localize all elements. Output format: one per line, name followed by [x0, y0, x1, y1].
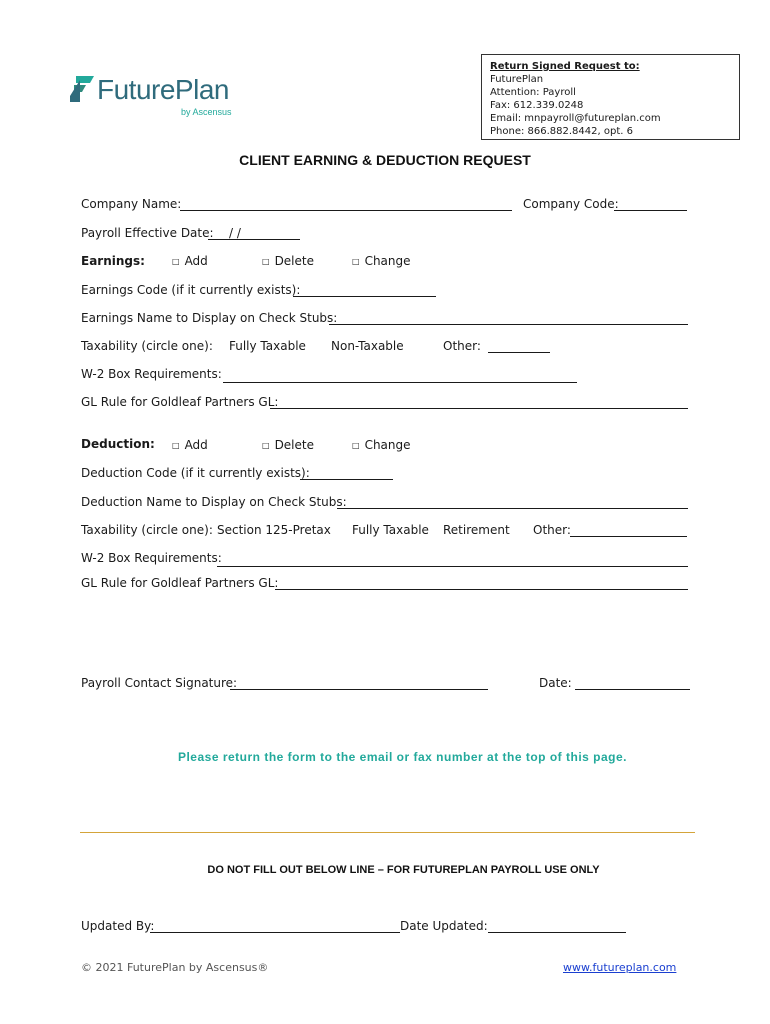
return-line: Email: mnpayroll@futureplan.com	[490, 113, 661, 124]
option-label: Change	[364, 254, 411, 268]
deduction-tax-fully-taxable[interactable]: Fully Taxable	[352, 523, 429, 537]
earnings-label: Earnings:	[81, 254, 145, 268]
option-label: Add	[184, 254, 208, 268]
deduction-code-label: Deduction Code (if it currently exists):	[81, 466, 310, 480]
deduction-w2-field[interactable]	[217, 552, 688, 567]
updated-by-field[interactable]	[150, 918, 400, 933]
form-title: CLIENT EARNING & DEDUCTION REQUEST	[239, 152, 531, 168]
deduction-w2-label: W-2 Box Requirements:	[81, 551, 222, 565]
earnings-code-label: Earnings Code (if it currently exists):	[81, 283, 301, 297]
checkbox-icon: □	[172, 441, 180, 450]
checkbox-icon: □	[262, 441, 270, 450]
return-address-box	[481, 54, 740, 140]
earnings-other-label: Other:	[443, 339, 481, 353]
earnings-change-option[interactable]	[352, 254, 411, 268]
deduction-other-label: Other:	[533, 523, 571, 537]
earnings-name-label: Earnings Name to Display on Check Stubs:	[81, 311, 338, 325]
deduction-name-field[interactable]	[337, 494, 688, 509]
effective-date-label: Payroll Effective Date:	[81, 226, 214, 240]
earnings-gl-label: GL Rule for Goldleaf Partners GL:	[81, 395, 279, 409]
earnings-code-field[interactable]	[293, 282, 436, 297]
return-notice: Please return the form to the email or fax number at the top of this page.	[177, 750, 628, 764]
futureplan-logo-icon	[70, 76, 94, 102]
signature-date-field[interactable]	[575, 675, 690, 690]
logo-subtitle: by Ascensus	[181, 107, 232, 117]
earnings-name-field[interactable]	[329, 310, 688, 325]
option-label: Add	[184, 438, 208, 452]
earnings-tax-non-taxable[interactable]: Non-Taxable	[331, 339, 404, 353]
earnings-tax-label: Taxability (circle one):	[81, 339, 213, 353]
checkbox-icon: □	[352, 441, 360, 450]
return-line: Phone: 866.882.8442, opt. 6	[490, 126, 633, 137]
deduction-add-option[interactable]	[172, 438, 208, 452]
checkbox-icon: □	[352, 257, 360, 266]
copyright: © 2021 FuturePlan by Ascensus®	[81, 961, 269, 974]
deduction-name-label: Deduction Name to Display on Check Stubs:	[81, 495, 347, 509]
deduction-tax-label: Taxability (circle one):	[81, 523, 213, 537]
earnings-other-field[interactable]	[488, 338, 550, 353]
effective-date-slashes: / /	[229, 226, 241, 240]
deduction-tax-retirement[interactable]: Retirement	[443, 523, 510, 537]
deduction-gl-field[interactable]	[275, 575, 688, 590]
signature-label: Payroll Contact Signature:	[81, 676, 238, 690]
date-updated-label: Date Updated:	[400, 919, 488, 933]
divider-line	[80, 832, 695, 833]
deduction-change-option[interactable]	[352, 438, 411, 452]
website-link[interactable]: www.futureplan.com	[563, 961, 677, 974]
admin-warning: DO NOT FILL OUT BELOW LINE – FOR FUTUREPLAN PAYROLL USE ONLY	[207, 864, 600, 876]
earnings-add-option[interactable]	[172, 254, 208, 268]
signature-date-label: Date:	[539, 676, 572, 690]
option-label: Delete	[274, 254, 314, 268]
earnings-gl-field[interactable]	[270, 394, 688, 409]
signature-field[interactable]	[230, 675, 488, 690]
earnings-w2-label: W-2 Box Requirements:	[81, 367, 222, 381]
logo-name: FuturePlan	[97, 74, 229, 105]
deduction-tax-section125[interactable]: Section 125-Pretax	[217, 523, 331, 537]
checkbox-icon: □	[172, 257, 180, 266]
return-line: Attention: Payroll	[490, 87, 576, 98]
company-code-label: Company Code:	[523, 197, 619, 211]
option-label: Change	[364, 438, 411, 452]
return-line: Fax: 612.339.0248	[490, 100, 584, 111]
deduction-delete-option[interactable]	[262, 438, 314, 452]
return-heading: Return Signed Request to:	[490, 61, 640, 72]
date-updated-field[interactable]	[488, 918, 626, 933]
earnings-delete-option[interactable]	[262, 254, 314, 268]
earnings-tax-fully-taxable[interactable]: Fully Taxable	[229, 339, 306, 353]
deduction-other-field[interactable]	[570, 522, 687, 537]
updated-by-label: Updated By:	[81, 919, 155, 933]
company-name-label: Company Name:	[81, 197, 182, 211]
effective-date-field[interactable]	[208, 225, 300, 240]
deduction-code-field[interactable]	[300, 465, 393, 480]
deduction-gl-label: GL Rule for Goldleaf Partners GL:	[81, 576, 279, 590]
earnings-w2-field[interactable]	[223, 368, 577, 383]
option-label: Delete	[274, 438, 314, 452]
company-name-field[interactable]	[180, 196, 512, 211]
deduction-label: Deduction:	[81, 437, 155, 451]
checkbox-icon: □	[262, 257, 270, 266]
return-line: FuturePlan	[490, 74, 544, 85]
company-code-field[interactable]	[614, 196, 687, 211]
